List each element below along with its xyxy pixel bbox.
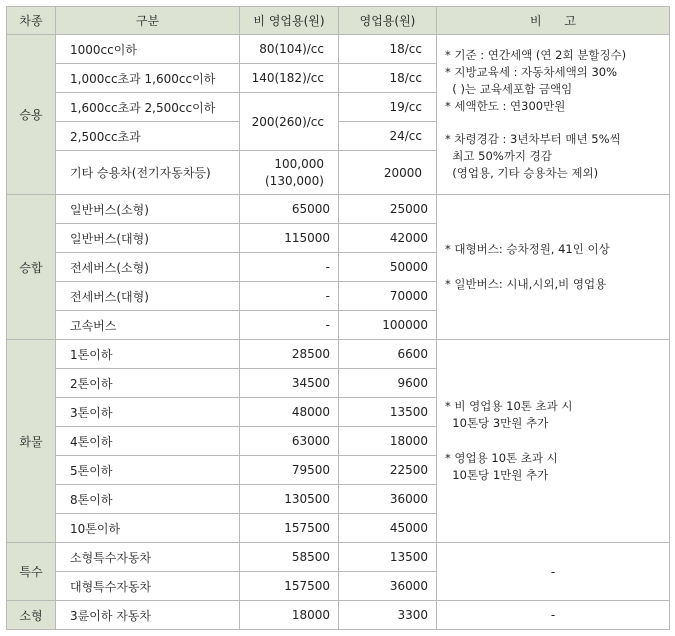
- remarks-cell-bus: [437, 195, 670, 340]
- table-row: [7, 195, 670, 224]
- business-cell: 70000: [339, 282, 437, 311]
- business-cell: 19/cc: [339, 93, 437, 122]
- category-cell: 전세버스(대형): [56, 282, 240, 311]
- table-row: [7, 35, 670, 64]
- header-business: 영업용(원): [339, 7, 437, 35]
- category-cell: 8톤이하: [56, 485, 240, 514]
- business-cell: 22500: [339, 456, 437, 485]
- non-business-cell: 79500: [240, 456, 339, 485]
- non-business-cell: 130500: [240, 485, 339, 514]
- remark-line: * 비 영업용 10톤 초과 시: [445, 399, 573, 413]
- category-cell: 일반버스(소형): [56, 195, 240, 224]
- category-cell: 1톤이하: [56, 340, 240, 369]
- business-cell: 100000: [339, 311, 437, 340]
- non-business-line: 100,000: [274, 156, 324, 171]
- business-cell: 6600: [339, 340, 437, 369]
- remark-line: * 영업용 10톤 초과 시: [445, 451, 558, 465]
- business-cell: 42000: [339, 224, 437, 253]
- table-row: [7, 601, 670, 630]
- table-row: [7, 543, 670, 572]
- header-category: 구분: [56, 7, 240, 35]
- business-cell: 36000: [339, 572, 437, 601]
- non-business-cell: 18000: [240, 601, 339, 630]
- category-cell: 전세버스(소형): [56, 253, 240, 282]
- category-cell: 기타 승용차(전기자동차등): [56, 151, 240, 195]
- business-cell: 25000: [339, 195, 437, 224]
- remark-line: * 기준 : 연간세액 (연 2회 분할징수): [445, 48, 627, 62]
- category-cell: 2,500cc초과: [56, 122, 240, 151]
- remark-line: (영업용, 기타 승용차는 제외): [445, 166, 599, 180]
- non-business-cell: 200(260)/cc: [240, 93, 339, 151]
- business-cell: 18/cc: [339, 64, 437, 93]
- business-cell: 18/cc: [339, 35, 437, 64]
- business-cell: 36000: [339, 485, 437, 514]
- business-cell: 3300: [339, 601, 437, 630]
- vehicle-tax-table: [6, 6, 670, 630]
- header-type: 차종: [7, 7, 56, 35]
- business-cell: 18000: [339, 427, 437, 456]
- business-cell: 13500: [339, 543, 437, 572]
- business-cell: 9600: [339, 369, 437, 398]
- type-cell-small: 소형: [7, 601, 56, 630]
- remarks-cell-small: -: [437, 601, 670, 630]
- non-business-cell: 28500: [240, 340, 339, 369]
- remarks-cell-passenger: [437, 35, 670, 195]
- non-business-cell: 58500: [240, 543, 339, 572]
- non-business-cell: 34500: [240, 369, 339, 398]
- remark-line: * 차령경감 : 3년차부터 매년 5%씩: [445, 132, 621, 146]
- non-business-cell: 157500: [240, 572, 339, 601]
- category-cell: 대형특수자동차: [56, 572, 240, 601]
- remark-line: 최고 50%까지 경감: [445, 149, 552, 163]
- non-business-cell: -: [240, 311, 339, 340]
- business-cell: 13500: [339, 398, 437, 427]
- remarks-cell-truck: [437, 340, 670, 543]
- non-business-cell: 157500: [240, 514, 339, 543]
- remark-line: ( )는 교육세포함 금액임: [445, 82, 573, 96]
- business-cell: 20000: [339, 151, 437, 195]
- category-cell: 4톤이하: [56, 427, 240, 456]
- non-business-cell: [240, 151, 339, 195]
- header-row: [7, 7, 670, 35]
- category-cell: 1,000cc초과 1,600cc이하: [56, 64, 240, 93]
- type-cell-bus: 승합: [7, 195, 56, 340]
- non-business-cell: 80(104)/cc: [240, 35, 339, 64]
- table-row: [7, 340, 670, 369]
- business-cell: 24/cc: [339, 122, 437, 151]
- type-cell-truck: 화물: [7, 340, 56, 543]
- remark-line: 10톤당 3만원 추가: [445, 416, 549, 430]
- category-cell: 3톤이하: [56, 398, 240, 427]
- business-cell: 50000: [339, 253, 437, 282]
- category-cell: 소형특수자동차: [56, 543, 240, 572]
- category-cell: 10톤이하: [56, 514, 240, 543]
- category-cell: 1000cc이하: [56, 35, 240, 64]
- remark-line: * 일반버스: 시내,시외,비 영업용: [445, 277, 607, 291]
- business-cell: 45000: [339, 514, 437, 543]
- category-cell: 5톤이하: [56, 456, 240, 485]
- non-business-cell: 48000: [240, 398, 339, 427]
- non-business-cell: 140(182)/cc: [240, 64, 339, 93]
- type-cell-special: 특수: [7, 543, 56, 601]
- category-cell: 2톤이하: [56, 369, 240, 398]
- header-non-business: 비 영업용(원): [240, 7, 339, 35]
- category-cell: 1,600cc초과 2,500cc이하: [56, 93, 240, 122]
- non-business-cell: -: [240, 282, 339, 311]
- category-cell: 고속버스: [56, 311, 240, 340]
- remark-line: 10톤당 1만원 추가: [445, 468, 549, 482]
- header-remarks: 비 고: [437, 7, 670, 35]
- type-cell-passenger: 승용: [7, 35, 56, 195]
- category-cell: 일반버스(대형): [56, 224, 240, 253]
- remark-line: * 대형버스: 승차정원, 41인 이상: [445, 242, 610, 256]
- non-business-cell: -: [240, 253, 339, 282]
- category-cell: 3륜이하 자동차: [56, 601, 240, 630]
- remark-line: * 세액한도 : 연300만원: [445, 99, 566, 113]
- non-business-cell: 65000: [240, 195, 339, 224]
- non-business-line: (130,000): [265, 173, 324, 188]
- non-business-cell: 115000: [240, 224, 339, 253]
- remark-line: * 지방교육세 : 자동차세액의 30%: [445, 65, 618, 79]
- non-business-cell: 63000: [240, 427, 339, 456]
- remarks-cell-special: -: [437, 543, 670, 601]
